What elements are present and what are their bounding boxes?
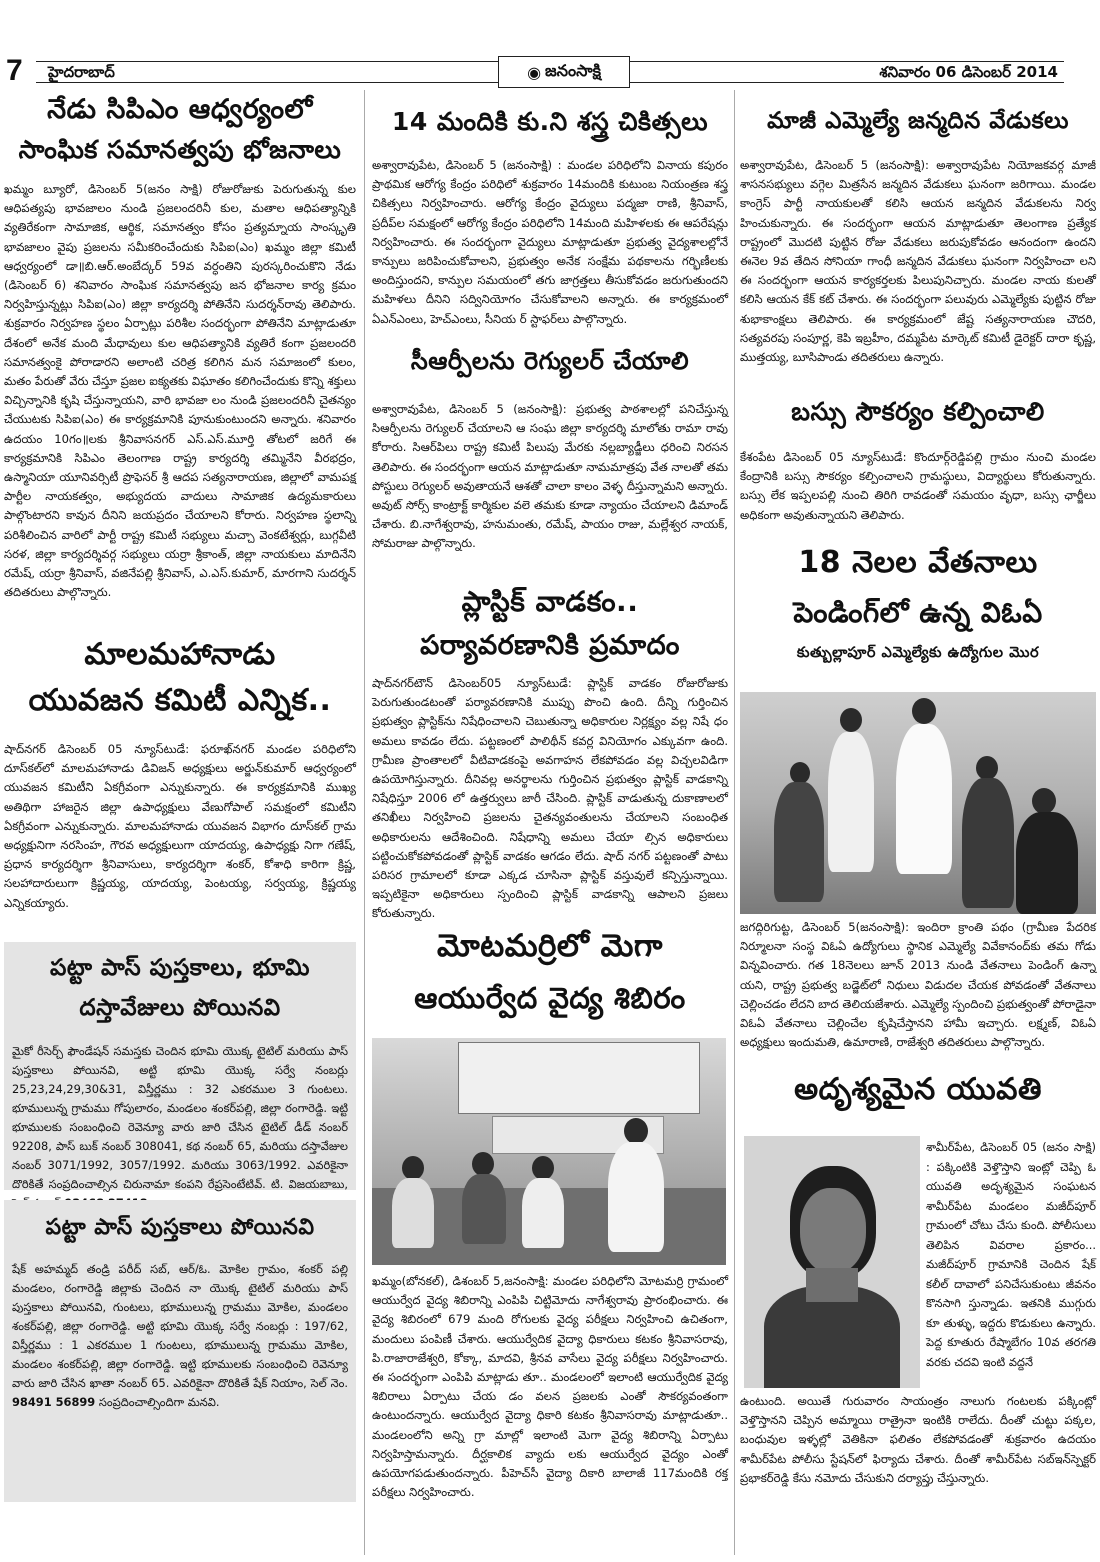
article-surgery bbox=[372, 90, 728, 326]
article-headline: 14 మందికి కు.ని శస్త్ర చికిత్సలు bbox=[391, 107, 709, 136]
article-body: ఉంటుంది. అయితే గురువారం సాయంత్రం నాలుగు గంటలకు పక్కింట్లో వెళ్తొస్తానని చెప్పిన అమ్మాయి రాత్రైనా ఇంటికి రాలేదు. దీంతో చుట్టు పక్కల, బంధువుల ఇళ్ళల్లో వెతికినా ఫలితం లేకపోవడంతో శుక్రవారం ఉదయం శామీర్‌పేట పోలీసు స్టేషన్‌లో ఫిర్యాదు చేశారు. దీంతో శామీర్‌పేట సబ్‌ఇన్‌స్పెక్టర్ ప్రభాకర్‌రెడ్డి కేసు నమోదు చేసుకుని దర్యాప్తు చేస్తున్నారు. bbox=[740, 1394, 1096, 1485]
article-headline: మోటమర్రిలో మెగా bbox=[437, 928, 663, 964]
article-ayurveda bbox=[372, 920, 728, 1030]
article-headline: మాజీ ఎమ్మెల్యే జన్మదిన వేడుకలు bbox=[767, 108, 1069, 134]
missing-girl-photo bbox=[744, 1136, 920, 1388]
article-headline: యువజన కమిటీ ఎన్నిక.. bbox=[28, 683, 332, 718]
article-missing bbox=[740, 1052, 1096, 1136]
article-headline: నేడు సిపిఎం ఆధ్వర్యంలో bbox=[47, 94, 313, 125]
article-body: శామీర్‌పేట, డిసెంబర్ 05 (జనం సాక్షి) : పక్కింటికి వెళ్తొస్తాని ఇంట్లో చెప్పి ఓ యువతి అదృశ్యమైన సంఘటన శామీర్‌పేట మండలం మజీద్‌పూర్ గ్రామంలో చోటు చేసు కుంది. పోలీసులు తెలిపిన వివరాల ప్రకారం... మజీద్‌పూర్ గ్రామానికి చెందిన షేక్ కలీల్ దావాలో పనిచేసుకుంటు జీవనం కొనసాగి స్తున్నాడు. ఇతనికి ముగ్గురు కూ తుళ్ళు, ఇద్దరు కొడుకులు ఉన్నారు. పెద్ద కూతురు రేష్మాబేగం 10వ తరగతి వరకు చదవి ఇంటి వద్దనే bbox=[926, 1140, 1096, 1369]
article-body: అశ్వారావుపేట, డిసెంబర్ 5 (జనంసాక్షి): అశ్వారావుపేట నియోజకవర్గ మాజీ శాసనసభ్యులు వగ్గెల మిత్రసేన జన్మదిన వేడుకలు ఘనంగా జరిగాయి. మండల కాంగ్రెస్ పార్టీ నాయకులతో కలిసి ఆయన జన్మదిన వేడుకలను నిర్వ హించుకున్నారు. ఈ సందర్భంగా ఆయన మాట్లాడుతూ తెలంగాణ ప్రత్యేక రాష్ట్రంలో మొదటి పుట్టిన రోజు వేడుకలు జరుపుకోవడం ఆనందంగా ఉందని ఈనెల 9వ తేదిన సోనియా గాంధీ జన్మదిన వేడుకలు ఘనంగా నిర్వహించా లని ఈ సందర్భంగా ఆయన కార్యకర్తలకు పిలుపునిచ్చారు. మండల నాయ కులతో కలిసి ఆయన కేక్ కట్ చేశారు. ఈ సందర్భంగా పలువురు ఎమ్మెల్యేకు పుట్టిన రోజు శుభాకాంక్షలు తెలిపారు. ఈ కార్యక్రమంలో జేష్ట సత్యనారాయణ చౌదరి, సత్యవరపు సంపూర్ణ, కెపి ఇబ్రహీం, దమ్మపేట మార్కెట్ కమిటీ డైరెక్టర్ దారా కృష్ణ, ముత్తయ్య, బూసిపాండు తదితరులు ఉన్నారు. bbox=[740, 158, 1097, 365]
article-headline: బస్సు సౌకర్యం కల్పించాలి bbox=[791, 397, 1045, 426]
article-body bbox=[12, 1042, 348, 1213]
article-mala bbox=[4, 632, 356, 932]
article-body: ఖమ్మం(బోనకల్), డిశంబర్ 5,జనంసాక్షి: మండల పరిధిలోని మోటమర్రి గ్రామంలో ఆయుర్వేద వైద్య శిబిరాన్ని ఎంపిపి చిట్టిమోదు నాగేశ్వరావు ప్రారంభించారు. ఈ వైద్య శిబిరంలో 679 మంది రోగులకు వైద్య పరీక్షలు నిర్వహించి ఉచితంగా, మందులు పంపిణీ చేశారు. ఆయుర్వేదిక వైద్యా ధికారులు కటకం శ్రీనివాసరావు, పి.రాజారాజేశ్వరి, కోక్కా, మాదవి, శ్రీనవ వాసేలు వైద్య పరీక్షలు నిర్వహించారు. ఈ సందర్భంగా ఎంపిపి మాట్లాడు తూ.. మండలంలో ఇలాంటి ఆయుర్వేదిక వైద్య శిబిరాలు ఏర్పాటు చేయ డం వలన ప్రజలకు ఎంతో సౌకర్యవంతంగా ఉంటుందన్నారు. ఆయుర్వేద వైద్యా ధికారి కటకం శ్రీనివాసరావు మాట్లాడుతూ.. మండలంలోని అన్ని గ్రా మాల్లో ఇలాంటి మెగా వైద్య శిబిరాన్ని ఏర్పాటు నిర్వహిస్తామన్నారు. దీర్ఘకాలిక వ్యాదు లకు ఆయుర్వేద వైద్యం ఎంతో ఉపయోగపడుతుందన్నారు. పీహెచ్‌సీ వైద్యా దికారి బాలాజీ 117మందికి రక్త పరీక్షలు నిర్వహించారు. bbox=[372, 1274, 728, 1500]
article-headline: పర్యావరణానికి ప్రమాదం bbox=[420, 630, 680, 661]
article-missing-body-narrow bbox=[926, 1138, 1096, 1392]
header-date: శనివారం 06 డిసెంబర్ 2014 bbox=[879, 63, 1058, 81]
masthead-logo bbox=[498, 56, 630, 88]
column-divider bbox=[364, 90, 365, 1555]
notice-box-patta-1 bbox=[4, 942, 356, 1190]
article-headline: అదృశ్యమైన యువతి bbox=[794, 1072, 1042, 1107]
notice-box-patta-2 bbox=[4, 1200, 356, 1502]
column-divider bbox=[734, 90, 735, 1555]
article-body: షాద్‌నగర్ డిసెంబర్ 05 న్యూస్‌టుడే: ఫరూఖ్‌నగర్ మండల పరిధిలోని దూస్‌కల్‌లో మాలమహానాడు డివిజన్ అధ్యక్షులు అర్జున్‌కుమార్ ఆధ్వర్యంలో యువజన కమిటీని ఏకగ్రీవంగా ఎన్నుకున్నారు. ఈ కార్యక్రమానికి ముఖ్య అతిథిగా హాజరైన జిల్లా ఉపాధ్యక్షులు వేణుగోపాల్ సమక్షంలో కమిటీని ఏకగ్రీవంగా ఎన్నుకున్నారు. మాలమహానాడు యువజన విభాగం దూస్‌కల్ గ్రామ అధ్యక్షునిగా నరసింహ, గౌరవ అధ్యక్షులుగా యాదయ్య, ఉపాధ్యక్షు నిగా గణేష్, ప్రధాన కార్యదర్శిగా శ్రీనివాసులు, కార్యదర్శిగా శంకర్, కోశాధి కారిగా క్రిష్ణ, సలహాదారులుగా క్రిష్ణయ్య, యాదయ్య, పెంటయ్య, సర్వయ్య, క్రిష్ణయ్య ఎన్నికయ్యారు. bbox=[4, 742, 356, 910]
article-headline: పట్టా పాస్ పుస్తకాలు పోయినవి bbox=[45, 1215, 315, 1240]
article-body: ఖమ్మం బ్యూరో, డిసెంబర్ 5(జనం సాక్షి) రోజురోజుకు పెరుగుతున్న కుల ఆధిపత్యపు భావజాలం నుండి ప్రజలందరినీ కుల, మతాల ఆధిపత్యాన్నికి వ్యతిరేకంగా సామాజిక, ఆర్థిక, సమానత్వం కోసం ప్రత్యమ్నాయ సాంస్కృతి భావజాలం వైపు ప్రజలను సమీకరించేందుకు సిపిఐ(ఎం) ఖమ్మం జిల్లా కమిటీ ఆధ్వర్యంలో డా॥బి.ఆర్.అంబేద్కర్ 59వ వర్ధంతిని పురస్కరించుకొని నేడు (డిసెంబర్ 6) శనివారం సాంఘిక సమానత్వపు జన భోజనాల కార్య క్రమం నిర్వహిస్తున్నట్లు సిపిఐ(ఎం) జిల్లా కార్యదర్శి పోతినేని సుదర్శన్‌రావు తెలిపారు. శుక్రవారం నిర్వహణ స్థలం ఏర్పాట్లు పరిశీల సందర్భంగా పోతినేని మాట్లాడుతూ దేశంలో అనేక మంది మేధావులు కుల ఆధిపత్యానికి వ్యతిరే కంగా ప్రజలందరి సమానత్వంకై పోరాడారని అలాంటి చరిత్ర కలిగిన మన సమాజంలో కులం, మతం పేరుతో వేరు చేస్తూ ప్రజల ఐక్యతకు విఘాతం కలిగించేందుకు కొన్ని శక్తులు విచ్చిన్నానికి కృషి చేస్తున్నాయని, వారి భావజా లం నుండి ప్రజలందరినీ చైతన్యం చేయుటకు సిపిఐ(ఎం) ఈ కార్యక్రమానికి పూనుకుంటుందని అన్నారు. శనివారం ఉదయం 10గం॥లకు శ్రీనివాసనగర్ ఎస్.ఎస్.మూర్తి తోటలో జరిగే ఈ కార్యక్రమానికి సిపిఎం తెలంగాణ రాష్ట్ర కార్యదర్శి తమ్మినేని వీరభద్రం, ఉస్మానియా యూనివర్సిటీ ప్రొఫెసర్ శ్రీ ఆదప సత్యనారాయణ, జిల్లాలో వామపక్ష పార్టీల నాయకత్వం, అభ్యుదయ వాదులు సామాజిక ఉద్యమకారులు పాల్గొంటారని కావున దీనిని జయప్రదం చేయాలని కోరారు. నిర్వహణ స్థలాన్ని పరిశీలించిన వారిలో పార్టీ రాష్ట్ర కమిటీ సభ్యులు మచ్చా వెంకటేశ్వర్లు, బుగ్గవీటి సరళ, జిల్లా కార్యదర్శివర్గ సభ్యులు యర్రా శ్రీకాంత్, జిల్లా నాయకులు మాదినేని రమేష్, యర్రా శ్రీనివాస్, వజినేపల్లి శ్రీనివాస్, ఎ.ఎస్.కుమార్, మారగాని సుదర్శన్ తదితరులు పాల్గొన్నారు. bbox=[4, 182, 356, 600]
article-headline: సాంఘిక సమానత్వపు భోజనాలు bbox=[18, 135, 342, 164]
article-headline: మాలమహానాడు bbox=[84, 637, 276, 672]
article-headline: ప్లాస్టిక్ వాడకం.. bbox=[461, 585, 639, 618]
article-headline: 18 నెలల వేతనాలు bbox=[798, 545, 1038, 580]
page-number: 7 bbox=[6, 54, 23, 87]
article-body: జగద్గిరిగుట్ట, డిసెంబర్ 5(జనంసాక్షి): ఇందిరా క్రాంతి పథం (గ్రామీణ పేదరిక నిర్మూలనా సంస్థ విఓఏ ఉద్యోగులు స్థానిక ఎమ్మెల్యే వివేకానంద్‌కు తమ గోడు విన్నవించారు. గత 18నెలలు జూన్ 2013 నుండి వేతనాలు పెండింగ్ ఉన్నా యని, రాష్ట్ర ప్రభుత్వ బడ్జెట్‌లో నిధులు విడుదల చేయక పోవడంతో వేతనాలు చెల్లించడం లేదని బాద తెలియజేశారు. ఎమ్మెల్యే స్పందించి ప్రభుత్వంతో పోరాడైనా విఓఏ వేతనాలు చెల్లించేల కృషిచేస్తానని హామీ ఇచ్చారు. లక్ష్మణ్, విఓఏ అధ్యక్షులు ఇందుమతి, ఉమారాణి, రాజేశ్వరి తదితరులు పాల్గొన్నారు. bbox=[740, 920, 1096, 1050]
ayurveda-camp-photo bbox=[372, 1038, 726, 1265]
vaoa-meeting-photo bbox=[740, 692, 1096, 914]
notice-text: సంప్రదించాల్సిందిగా మనవి. bbox=[98, 1395, 220, 1409]
article-body: అశ్వారావుపేట, డిసెంబర్ 5 (జనంసాక్షి) : మండల పరిధిలోని వినాయ కపురం ప్రాథమిక ఆరోగ్య కేంద్రం పరిధిలో శుక్రవారం 14మందికి కుటుంబ నియంత్రణ శస్త్ర చికిత్సలు నిర్వహించారు. ఆరోగ్య కేంద్రం వైద్యులు పద్మజా రాణి, శ్రీనివాస్, ప్రదీప్‌ల సమక్షంలో ఆరోగ్య కేంద్రం పరిధిలోని 14మంది మహిళలకు ఈ ఆపరేషన్లు నిర్వహించారు. ఈ సందర్భంగా వైద్యులు మాట్లాడుతూ ప్రభుత్వ వైద్యశాలల్లోనే కాన్పులు జరిపించుకోవాలని, ప్రభుత్వం అనేక సంక్షేమ పథకాలను గర్భిణీలకు అందిస్తుందని, కాన్పుల సమయంలో తగు జాగ్రత్తలు తీసుకోవడం జరుగుతుందని మహిళలు దీనిని సద్వినియోగం చేసుకోవాలని అన్నారు. ఈ కార్యక్రమంలో ఏఎన్ఎంలు, హెచ్ఎంలు, సీనియ ర్ స్టాఫర్‌లు పాల్గొన్నారు. bbox=[372, 158, 728, 326]
article-body: అశ్వారావుపేట, డిసెంబర్ 5 (జనంసాక్షి): ప్రభుత్వ పాఠశాలల్లో పనిచేస్తున్న సిఆర్పీలను రెగ్యులర్ చేయాలని ఆ సంఘ జిల్లా కార్యదర్శి మాలోతు రామా రావు కోరారు. సిఆర్‌పిలు రాష్ట్ర కమిటీ పిలుపు మేరకు నల్లబ్యాడ్జీలు ధరించి నిరసన తెలిపారు. ఈ సందర్భంగా ఆయన మాట్లాడుతూ నామమాత్రపు వేత నాలతో తమ పోస్టులు రెగ్యులర్ అవుతాయనే ఆశతో చాలా కాలం వెళ్ళ దీస్తున్నామని అన్నారు. అవుట్ సోర్స్ కాంట్రాక్ట్ కార్మికుల వలె తమకు కూడా న్యాయం చేయాలని డిమాండ్ చేశారు. బి.నాగేశ్వరావు, హనుమంతు, రమేష్, పాయం రాజు, మల్లేశ్వర నాయక్, సోమరాజు పాల్గొన్నారు. bbox=[372, 402, 728, 551]
article-headline: పెండింగ్‌లో ఉన్న విఓఏ bbox=[793, 596, 1043, 629]
article-headline: ఆయుర్వేద వైద్య శిబిరం bbox=[414, 981, 686, 1015]
article-subheadline: కుత్బుల్లాపూర్ ఎమ్మెల్యేకు ఉద్యోగుల మొర bbox=[796, 645, 1040, 661]
page-header bbox=[0, 0, 1100, 88]
notice-text: షేక్ అహమ్మద్ తండ్రి పరీద్ సబ్, ఆర్/ఓ. మోకిల గ్రామం, శంకర్ పల్లి మండలం, రంగారెడ్డి జిల్లాకు చెందిన నా యొక్క టైటిల్ మరియు పాస్ పుస్తకాలు పోయినవి, గుంటలు, భూములున్న గ్రామము మోకిల, మండలం శంకర్‌పల్లి, జిల్లా రంగారెడ్డి. అట్టి భూమి యొక్క సర్వే నంబర్లు : 197/62, విస్తీర్ణము : 1 ఎకరముల 1 గుంటలు, భూములున్న గ్రామము మోకిల, మండలం శంకర్‌పల్లి, జిల్లా రంగారెడ్డి. ఇట్టి భూములకు సంబంధించి రెవెన్యూ వారు జారి చేసిన ఖాతా నంబర్ 65. ఎవరికైనా దొరికితే షేక్ నియాం, సెల్ నెం. bbox=[12, 1262, 348, 1390]
notice-text: మైకో రీసెర్చ్ ఫౌండేషన్ సమస్తకు చెందిన భూమి యొక్క టైటిల్ మరియు పాస్ పుస్తకాలు పోయినవి, అట్టి భూమి యొక్క సర్వే నంబర్లు 25,23,24,29,30&31, విస్తీర్ణము : 32 ఎకరముల 3 గుంటలు. భూములున్న గ్రామము గోపులారం, మండలం శంకర్‌పల్లి, జిల్లా రంగారెడ్డి. ఇట్టి భూములకు సంబంధించి రెవెన్యూ వారు జారి చేసిన టైటిల్ డీడ్ నంబర్ 92208, పాస్ బుక్ నంబర్ 308041, కథ నంబర్ 65, మరియు దస్తావేజుల నంబర్ 3071/1992, 3057/1992. మరియు 3063/1992. ఎవరికైనా దొరికితే సంప్రదించాల్సిన చిరునామా కంపని రేప్రసెంటేటివ్. టి. విజయబాబు, bbox=[12, 1044, 348, 1191]
article-ayurveda-body bbox=[372, 1272, 728, 1557]
article-missing-body-wide bbox=[740, 1392, 1096, 1557]
article-plastic bbox=[372, 580, 728, 921]
masthead-title: జనంసాక్షి bbox=[545, 60, 601, 80]
article-vaoa bbox=[740, 538, 1096, 688]
eye-icon: ◉ bbox=[527, 62, 542, 82]
phone-number: 98491 56899 bbox=[12, 1395, 96, 1409]
article-crp bbox=[372, 330, 728, 570]
article-headline: పట్టా పాస్ పుస్తకాలు, భూమి bbox=[50, 955, 310, 981]
article-cpm bbox=[4, 90, 356, 630]
article-body bbox=[12, 1260, 348, 1412]
article-headline: సీఆర్పీలను రెగ్యులర్ చేయాలి bbox=[410, 347, 690, 375]
article-mla-birthday bbox=[740, 90, 1096, 372]
article-body: కేశంపేట డిసెంబర్ 05 న్యూస్‌టుడే: కొందూర్గ్‌రెడ్డిపల్లి గ్రామం నుంచి మండల కేంద్రానికి బస్సు సౌకర్యం కల్పించాలని గ్రామస్థులు, విద్యార్థులు కోరుతున్నారు. బస్సు లేక ఇప్పలపల్లి నుంచి తిరిగి రావడంతో సమయం వృధా, బస్సు ఛార్జీలు అధికంగా అవుతున్నాయని తెలిపారు. bbox=[740, 450, 1096, 522]
article-bus bbox=[740, 380, 1096, 530]
article-vaoa-body bbox=[740, 918, 1096, 1048]
article-body: షాద్‌నగర్‌టౌన్ డిసెంబర్05 న్యూస్‌టుడే: ప్లాస్టిక్ వాడకం రోజురోజుకు పెరుగుతుండటంతో పర్యావరణానికి ముప్పు పొంచి ఉంది. దీన్ని గుర్తించిన ప్రభుత్వం ప్లాస్టిక్‌ను నిషేధించాలని చెబుతున్నా అధికారుల నిర్లక్ష్యం వల్ల నిషే ధం అమలు కావడం లేదు. పట్టణంలో పాలిథీన్ కవర్ల వినియోగం ఎక్కువగా ఉంది. గ్రామీణ ప్రాంతాలలో వీటివాడకంపై అవగాహన లేకపోవడం వల్ల విచ్చలవిడిగా ఉపయోగిస్తున్నారు. దీనివల్ల అనర్థాలను గుర్తించిన ప్రభుత్వం ప్లాస్టిక్ వాడకాన్ని నిషేధిస్తూ 2006 లో ఉత్తర్వులు జారీ చేసింది. ప్లాస్టిక్ వాడుతున్న దుకాణాలలో తనిఖీలు నిర్వహించి ప్రజలను చైతన్యవంతులను చేయాలని సంబంధిత అధికారులను ఆదేశించింది. నిషేధాన్ని అమలు చేయా ల్సిన అధికారులు పట్టించుకోకపోవడంతో ప్లాస్టిక్ వాడకం ఆగడం లేదు. షాద్ నగర్ పట్టణంతో పాటు పరిసర గ్రామాలలో కూడా ఎక్కడ చూసినా ప్లాస్టిక్ వస్తువులే కన్పిస్తున్నాయి. ఇప్పటికైనా అధికారులు స్పందించి ప్లాస్టిక్ వాడకాన్ని ఆపాలని ప్రజలు కోరుతున్నారు. bbox=[372, 676, 728, 921]
article-headline: దస్తావేజులు పోయినవి bbox=[79, 995, 281, 1021]
header-city: హైదరాబాద్ bbox=[48, 63, 115, 81]
